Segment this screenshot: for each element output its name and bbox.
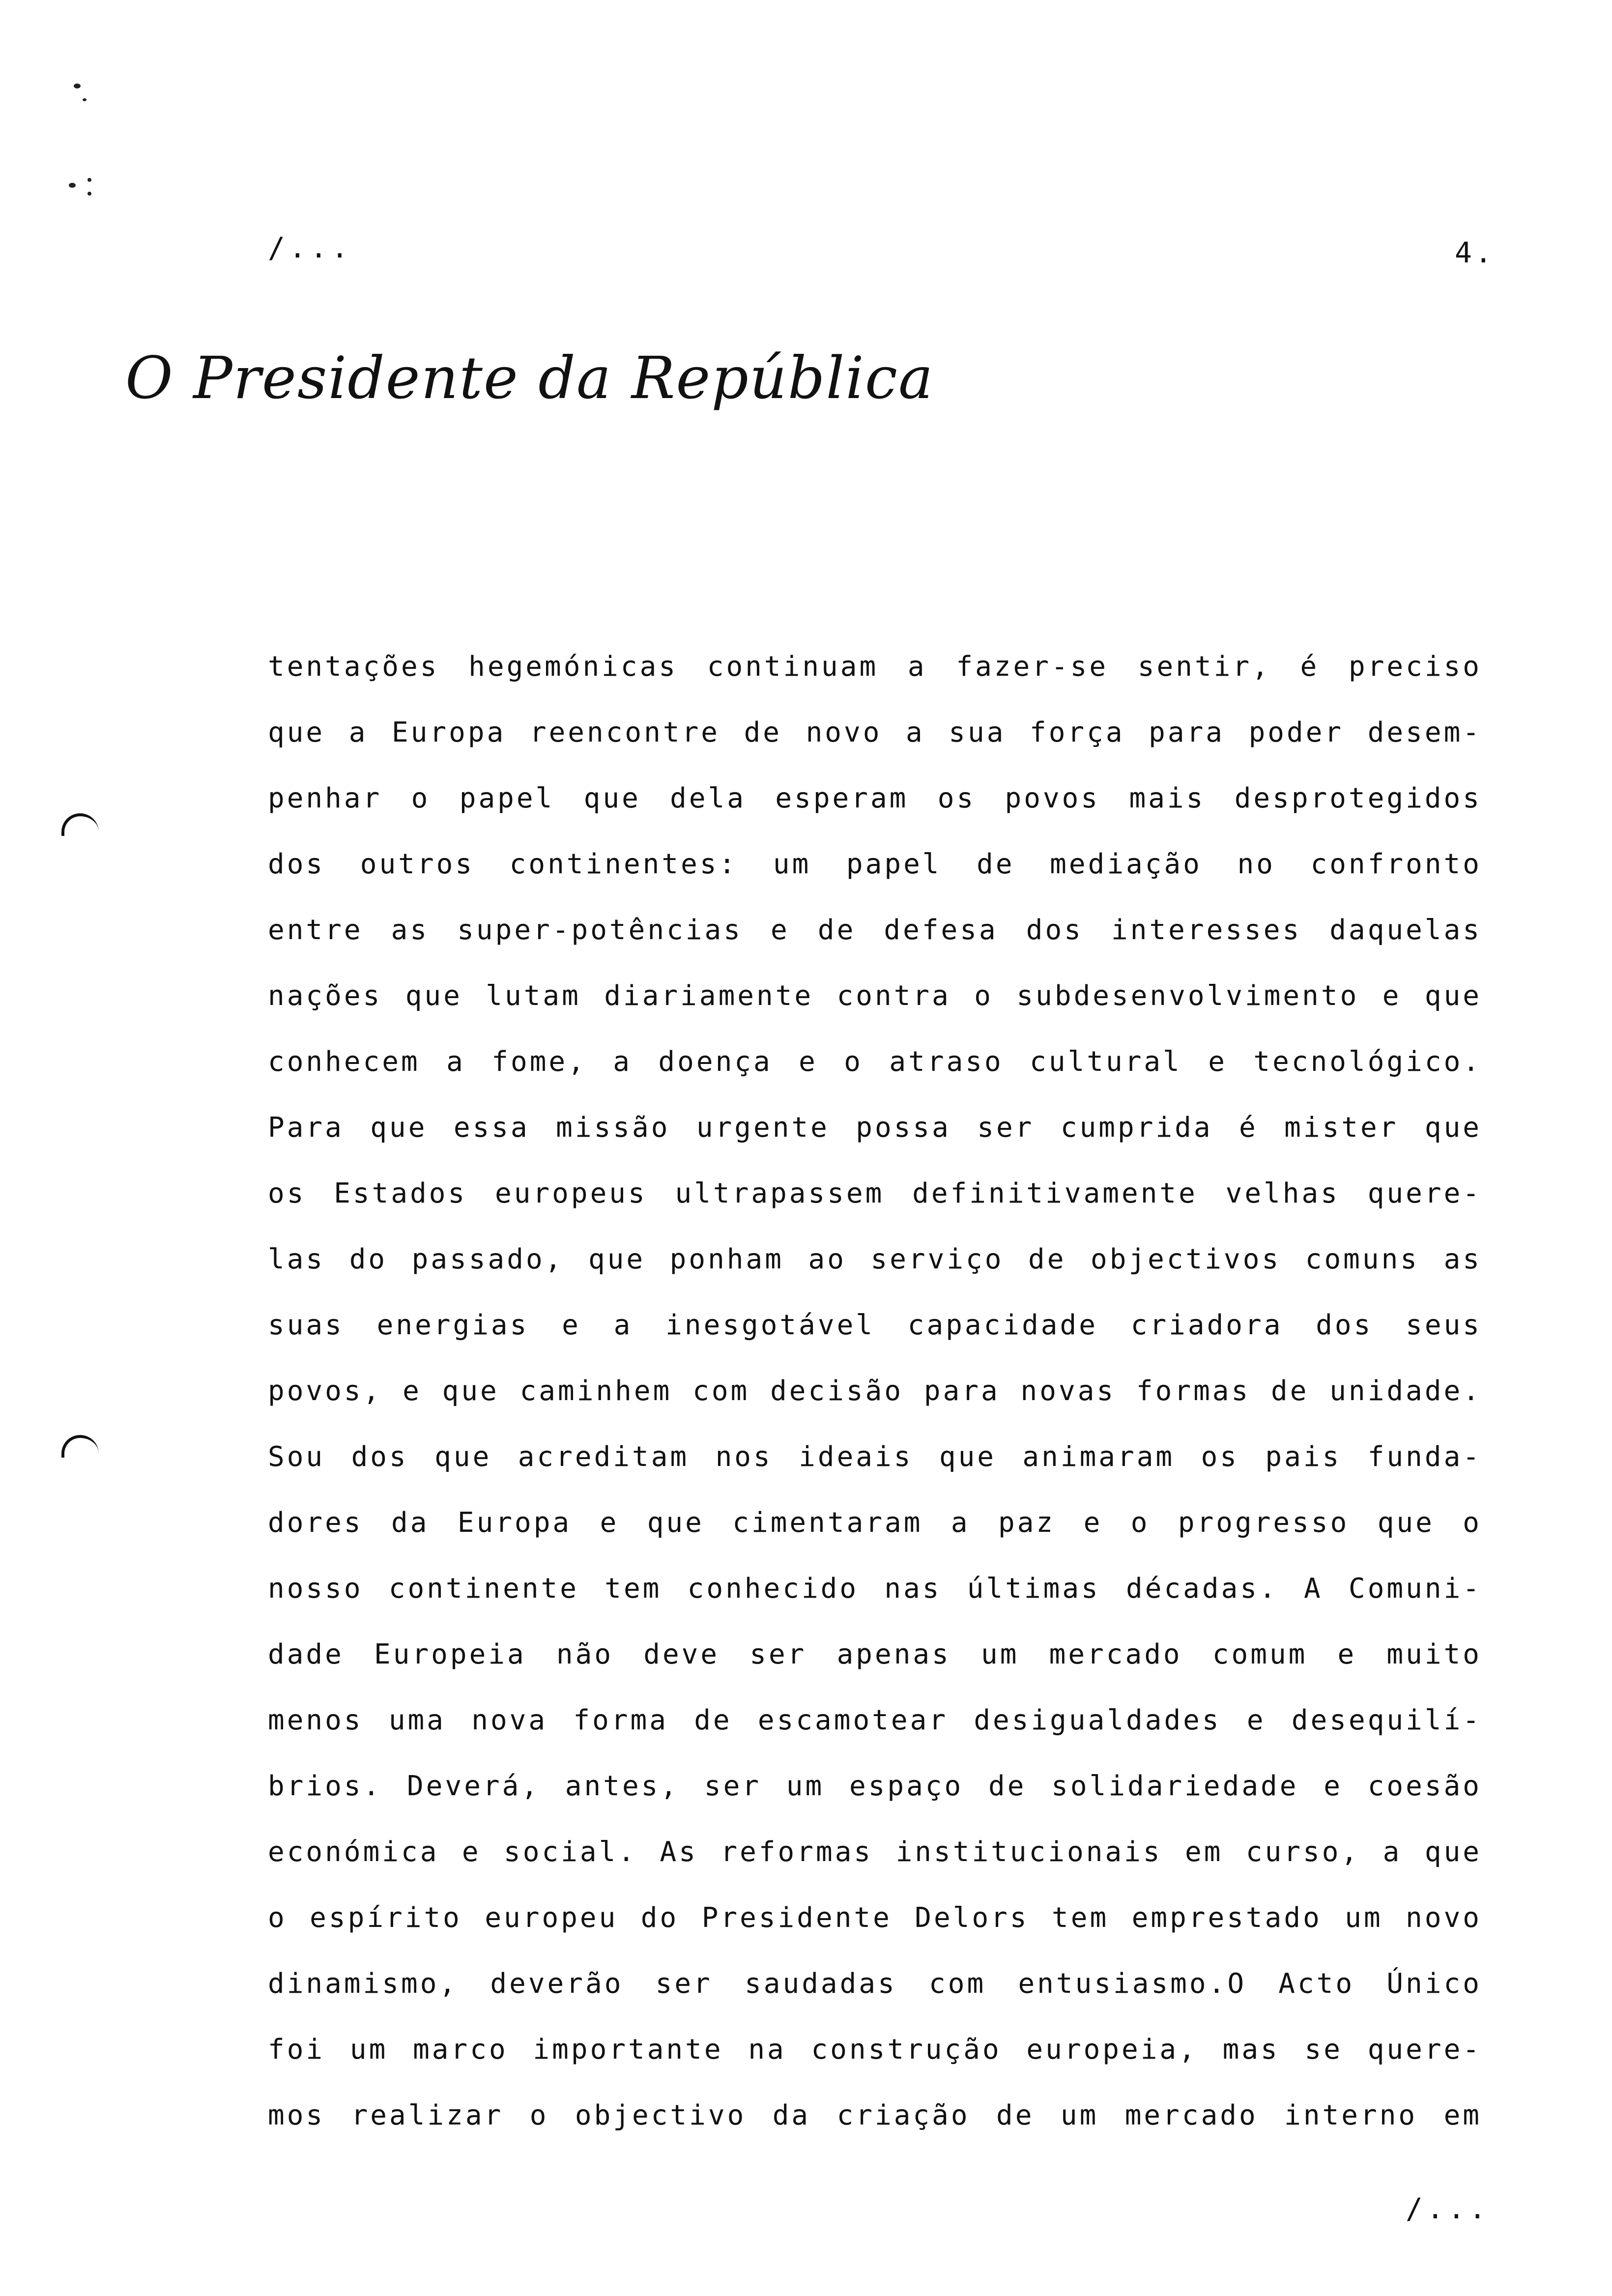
body-line: nosso continente tem conhecido nas últimas décadas. A Comuni- [268, 1573, 1482, 1605]
header-continuation-mark: /... [268, 231, 352, 264]
body-line: nações que lutam diariamente contra o subdesenvolvimento e que [268, 980, 1482, 1012]
body-line: dos outros continentes: um papel de mediação no confronto [268, 848, 1482, 880]
body-line: Para que essa missão urgente possa ser cumprida é mister que [268, 1112, 1482, 1144]
scan-speck [74, 84, 81, 88]
punch-hole-mark [61, 813, 99, 836]
body-line: dinamismo, deverão ser saudadas com entusiasmo.O Acto Único [268, 1968, 1482, 2000]
body-line: suas energias e a inesgotável capacidade criadora dos seus [268, 1309, 1482, 1341]
body-line: o espírito europeu do Presidente Delors tem emprestado um novo [268, 1902, 1482, 1934]
body-line: entre as super-potências e de defesa dos interesses daquelas [268, 914, 1482, 946]
body-line: Sou dos que acreditam nos ideais que animaram os pais funda- [268, 1441, 1482, 1473]
letterhead-title: O Presidente da República [125, 344, 934, 412]
punch-hole-mark [61, 1435, 99, 1458]
page-number: 4. [1455, 236, 1495, 269]
body-line: las do passado, que ponham ao serviço de objectivos comuns as [268, 1243, 1482, 1275]
body-line: que a Europa reencontre de novo a sua força para poder desem- [268, 717, 1482, 748]
body-line: tentações hegemónicas continuam a fazer-se sentir, é preciso [268, 651, 1482, 683]
body-line: foi um marco importante na construção europeia, mas se quere- [268, 2034, 1482, 2066]
body-line: povos, e que caminhem com decisão para novas formas de unidade. [268, 1375, 1482, 1407]
body-line: menos uma nova forma de escamotear desigualdades e desequilí- [268, 1704, 1482, 1736]
scan-speck [87, 178, 91, 182]
body-line: económica e social. As reformas institucionais em curso, a que [268, 1836, 1482, 1868]
footer-continuation-mark: /... [1406, 2192, 1490, 2225]
scan-speck [87, 192, 91, 196]
body-line: os Estados europeus ultrapassem definitivamente velhas quere- [268, 1177, 1482, 1209]
body-line: mos realizar o objectivo da criação de um mercado interno em [268, 2099, 1482, 2131]
body-line: penhar o papel que dela esperam os povos mais desprotegidos [268, 782, 1482, 814]
body-line: dores da Europa e que cimentaram a paz e o progresso que o [268, 1507, 1482, 1539]
body-text [268, 634, 1482, 2149]
scan-speck [69, 183, 76, 188]
scan-speck [83, 98, 86, 101]
body-line: dade Europeia não deve ser apenas um mercado comum e muito [268, 1638, 1482, 1670]
body-line: conhecem a fome, a doença e o atraso cultural e tecnológico. [268, 1046, 1482, 1078]
body-line: brios. Deverá, antes, ser um espaço de solidariedade e coesão [268, 1770, 1482, 1802]
